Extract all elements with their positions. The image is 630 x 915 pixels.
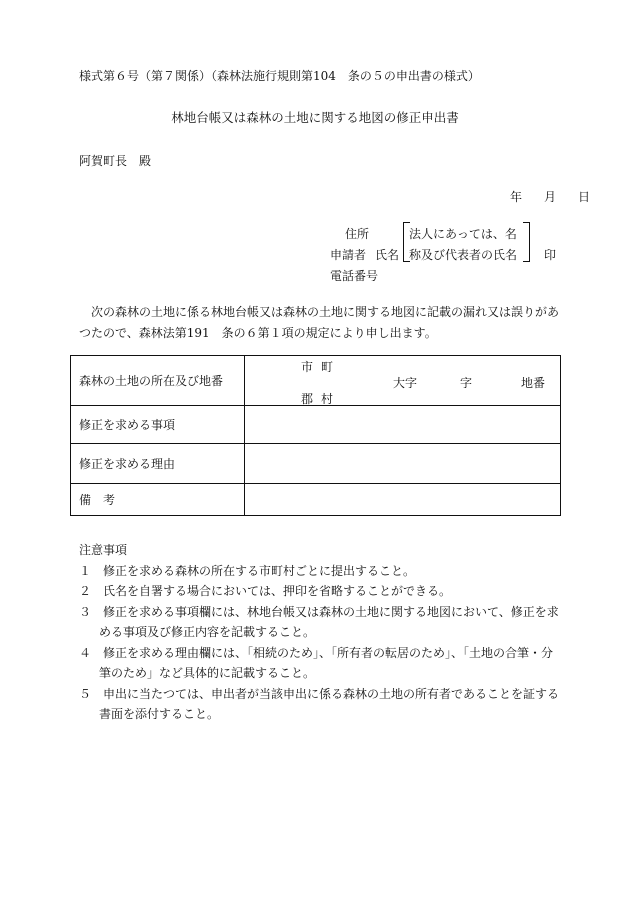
location-label: 森林の土地の所在及び地番: [71, 356, 245, 406]
phone-label: 電話番号: [330, 269, 379, 283]
city-label: 市: [301, 360, 314, 374]
applicant-label: 申請者: [330, 248, 367, 262]
correction-items-label: 修正を求める事項: [71, 406, 245, 444]
list-item: ２ 氏名を自署する場合においては、押印を省略することができる。: [79, 584, 452, 598]
list-item: １ 修正を求める森林の所在する市町村ごとに提出すること。: [79, 563, 416, 578]
address-label: 住所: [345, 227, 370, 241]
document-title: 林地台帳又は森林の土地に関する地図の修正申出書: [171, 110, 459, 125]
form-number: 様式第６号（第７関係）（森林法施行規則第104 条の５の申出書の様式）: [79, 69, 480, 83]
list-item: ５ 申出に当たつては、申出者が当該申出に係る森林の土地の所有者であることを証する書面を添付すること。: [79, 686, 560, 721]
table-row: [71, 356, 561, 406]
application-table: [70, 355, 561, 516]
correction-reason-value[interactable]: [245, 444, 561, 484]
village-label: 村: [321, 392, 334, 406]
notes-section: [79, 540, 559, 725]
corp-note-line2: 称及び代表者の氏名: [409, 248, 518, 262]
body-text: 次の森林の土地に係る林地台帳又は森林の土地に関する地図に記載の漏れ又は誤りがあつたので、森林法第191 条の６第１項の規定により申し出ます。: [79, 305, 560, 340]
date-day: 日: [578, 190, 591, 204]
list-item: ４ 修正を求める理由欄には、「相続のため」、「所有者の転居のため」、「土地の合筆・分筆のため」など具体的に記載すること。: [79, 645, 554, 680]
oaza-label: 大字: [393, 376, 418, 390]
aza-label: 字: [460, 376, 473, 390]
town-label: 町: [321, 360, 334, 374]
table-row: [71, 444, 561, 484]
notes-heading: 注意事項: [79, 543, 128, 557]
table-row: [71, 484, 561, 516]
name-label: 氏名: [375, 248, 400, 262]
chiban-label: 地番: [521, 376, 546, 390]
date-year: 年: [510, 190, 523, 204]
list-item: ３ 修正を求める事項欄には、林地台帳又は森林の土地に関する地図において、修正を求める事項及び修正内容を記載すること。: [79, 604, 559, 639]
date-month: 月: [544, 190, 557, 204]
location-value[interactable]: [245, 356, 561, 406]
remarks-label: 備 考: [71, 484, 245, 516]
correction-items-value[interactable]: [245, 406, 561, 444]
corp-note-line1: 法人にあっては、名: [409, 227, 517, 241]
remarks-value[interactable]: [245, 484, 561, 516]
seal-mark: 印: [544, 248, 557, 262]
county-label: 郡: [301, 392, 314, 406]
table-row: [71, 406, 561, 444]
addressee: 阿賀町長 殿: [79, 154, 152, 168]
correction-reason-label: 修正を求める理由: [71, 444, 245, 484]
date-line: [490, 188, 590, 205]
